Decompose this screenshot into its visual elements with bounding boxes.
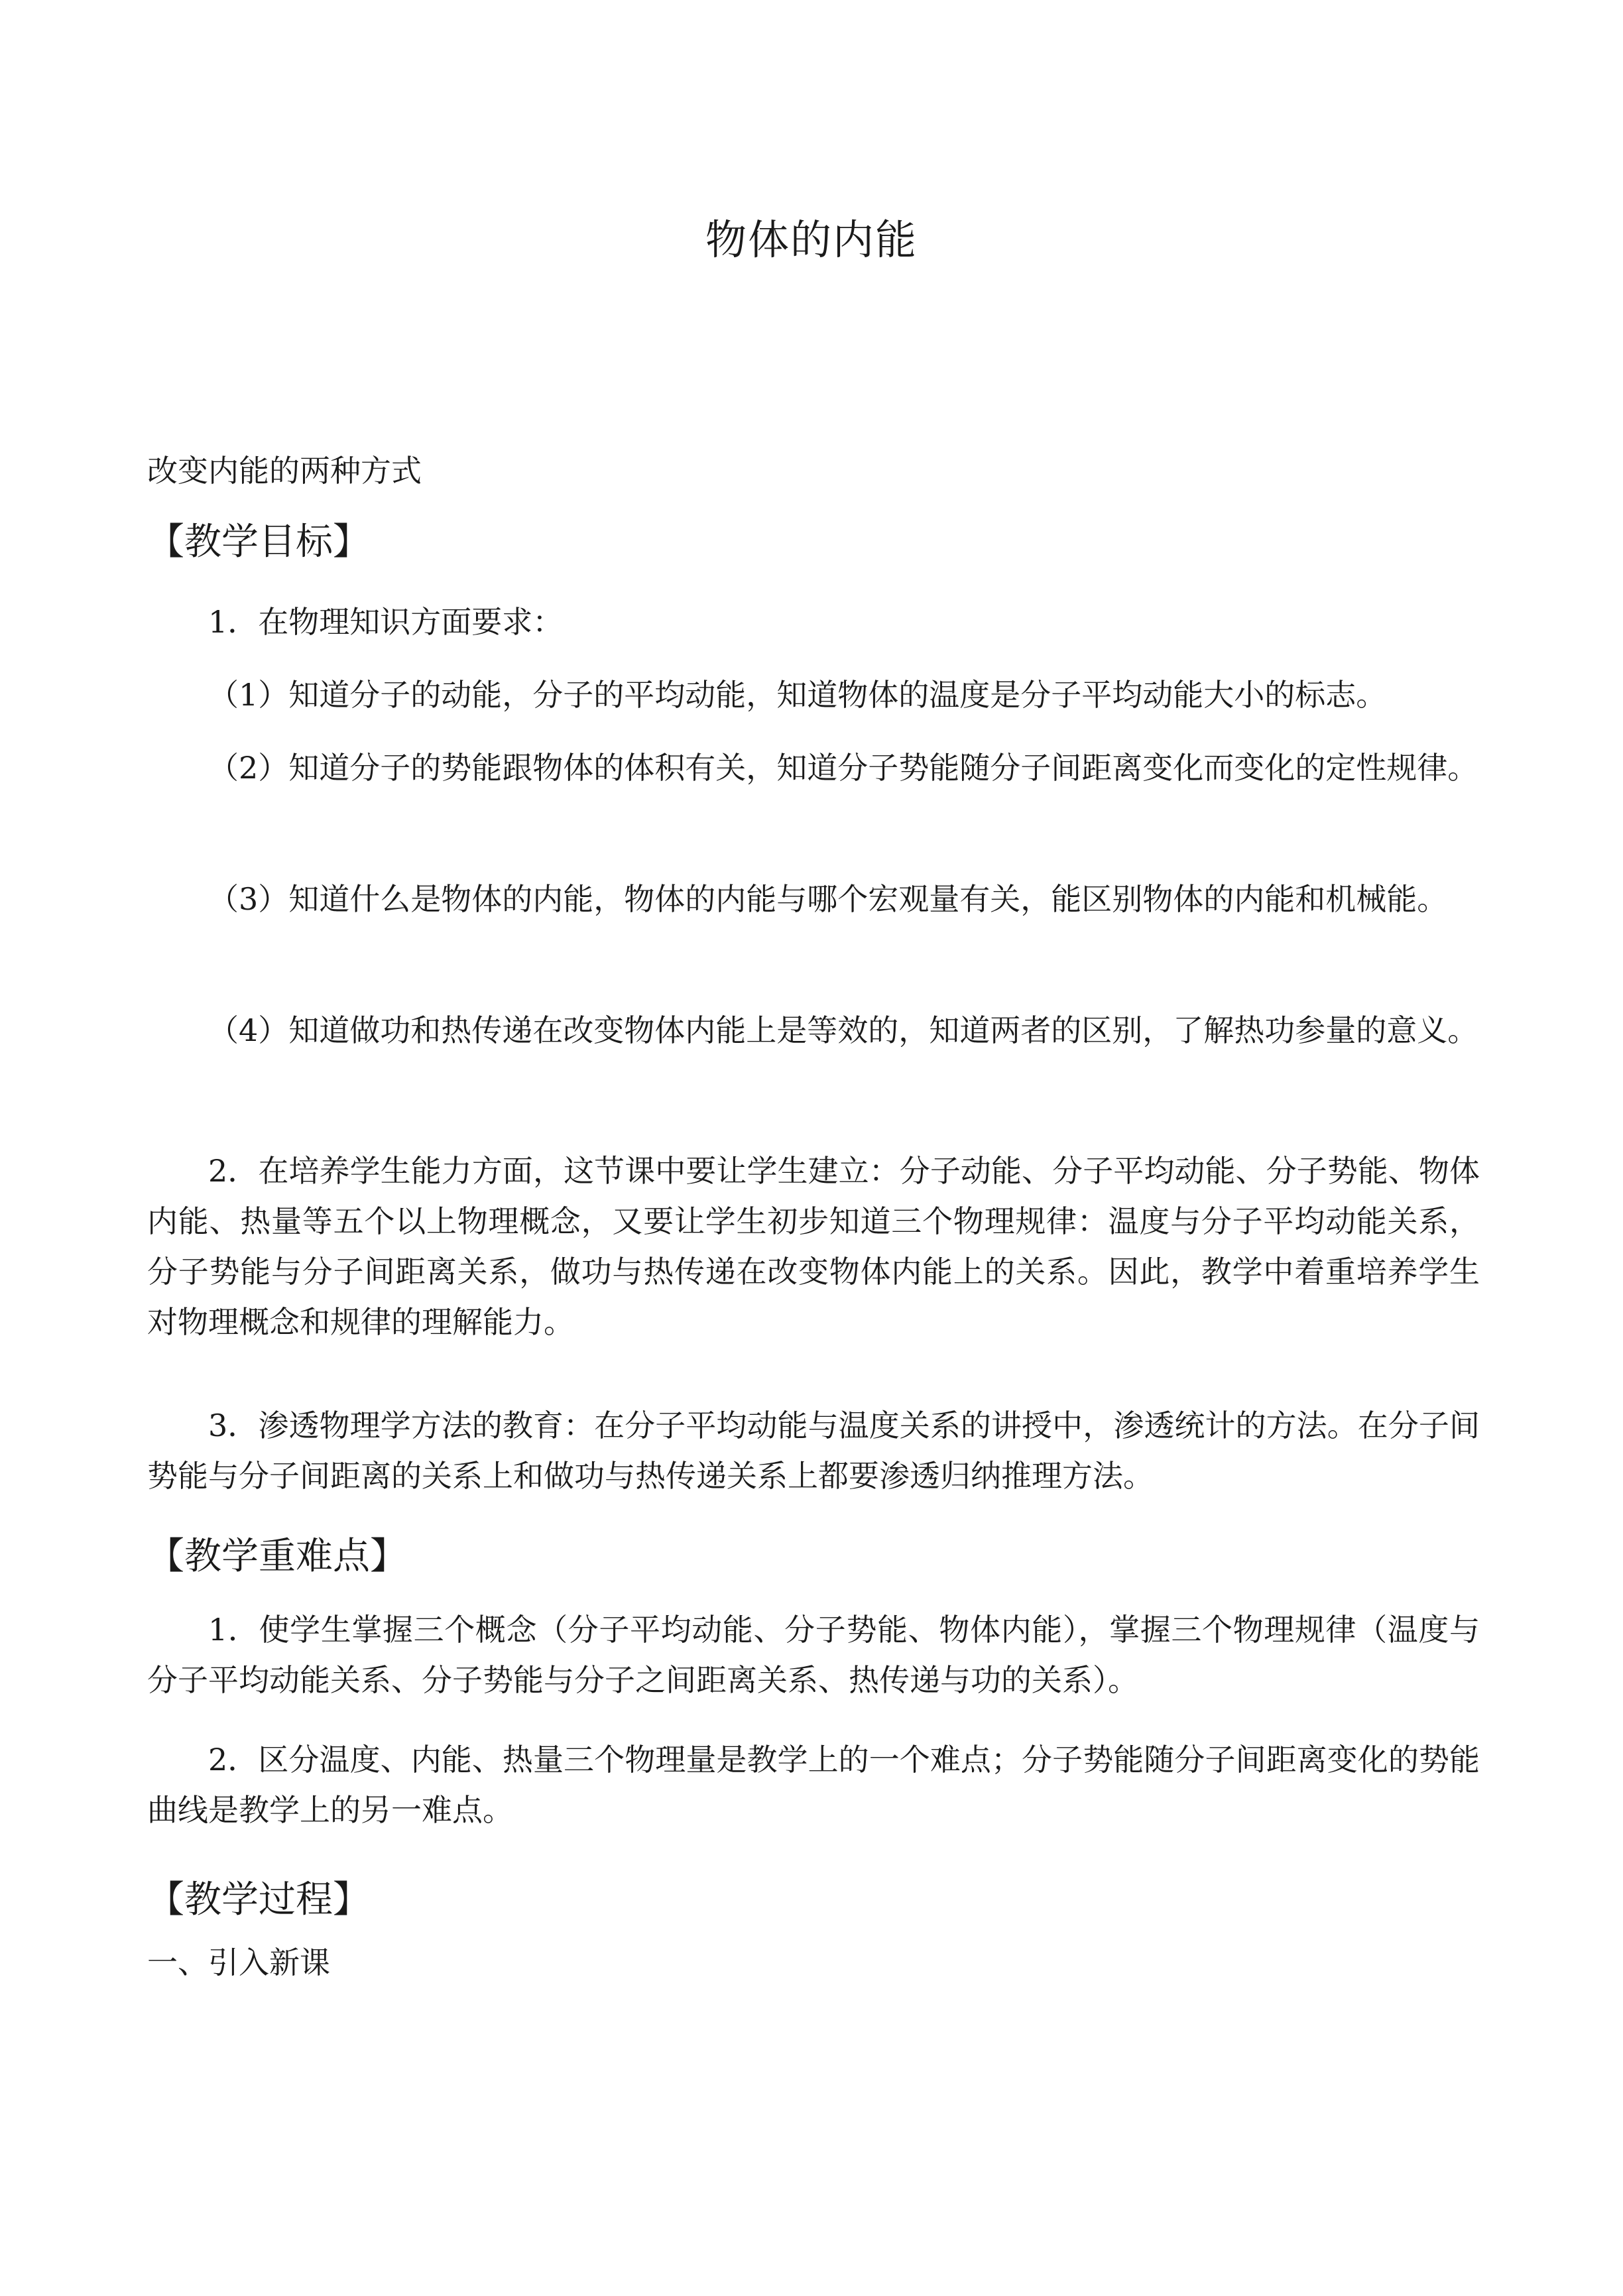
objective-item-3: 3．渗透物理学方法的教育：在分子平均动能与温度关系的讲授中，渗透统计的方法。在分子间势能与分子间距离的关系上和做功与热传递关系上都要渗透归纳推理方法。 — [147, 1408, 1480, 1494]
subtitle: 改变内能的两种方式 — [147, 453, 422, 489]
objectives-heading: 【教学目标】 — [147, 520, 370, 564]
key-point-item-2: 2．区分温度、内能、热量三个物理量是教学上的一个难点；分子势能随分子间距离变化的势能曲线是教学上的另一难点。 — [147, 1742, 1480, 1828]
key-point-item-1: 1．使学生掌握三个概念（分子平均动能、分子势能、物体内能），掌握三个物理规律（温度与分子平均动能关系、分子势能与分子之间距离关系、热传递与功的关系）。 — [147, 1612, 1480, 1698]
process-heading: 【教学过程】 — [147, 1878, 370, 1921]
page-title: 物体的内能 — [705, 215, 918, 264]
objective-item-1-1: （1）知道分子的动能，分子的平均动能，知道物体的温度是分子平均动能大小的标志。 — [208, 677, 1387, 713]
objective-item-2: 2．在培养学生能力方面，这节课中要让学生建立：分子动能、分子平均动能、分子势能、物体内能、热量等五个以上物理概念，又要让学生初步知道三个物理规律：温度与分子平均动能关系，分子势能与分子间距离关系，做功与热传递在改变物体内能上的关系。因此，教学中着重培养学生对物理概念和规律的理解能力。 — [147, 1153, 1480, 1340]
objective-item-1: 1．在物理知识方面要求： — [208, 604, 564, 640]
key-points-heading: 【教学重难点】 — [147, 1535, 407, 1578]
objective-item-1-3: （3）知道什么是物体的内能，物体的内能与哪个宏观量有关，能区别物体的内能和机械能。 — [208, 881, 1448, 917]
objective-item-1-4: （4）知道做功和热传递在改变物体内能上是等效的，知道两者的区别，了解热功参量的意义。 — [208, 1012, 1478, 1048]
process-step-1: 一、引入新课 — [147, 1945, 330, 1980]
objective-item-1-2: （2）知道分子的势能跟物体的体积有关，知道分子势能随分子间距离变化而变化的定性规律。 — [208, 750, 1478, 786]
